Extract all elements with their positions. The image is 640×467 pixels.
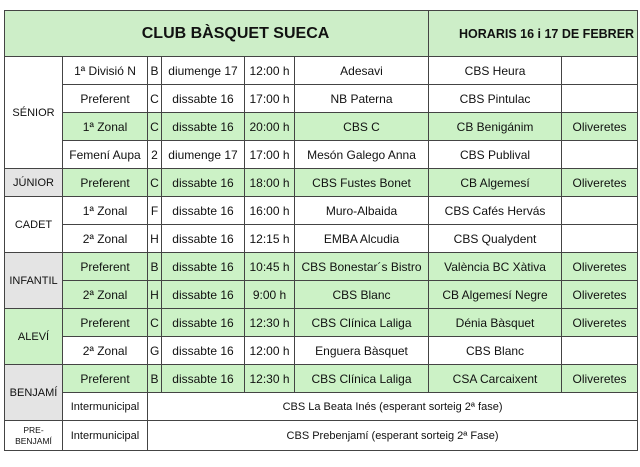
away-team-cell: València BC Xàtiva xyxy=(429,253,562,281)
group-cell: H xyxy=(148,225,162,253)
note-cell: CBS La Beata Inés (esperant sorteig 2ª fase) xyxy=(148,393,638,421)
division-cell: Preferent xyxy=(63,309,148,337)
venue-cell xyxy=(562,337,638,365)
time-cell: 12:30 h xyxy=(245,365,295,393)
group-cell: C xyxy=(148,309,162,337)
table-row xyxy=(5,57,638,85)
home-team-cell: Muro-Albaida xyxy=(295,197,429,225)
table-row xyxy=(5,197,638,225)
day-cell: diumenge 17 xyxy=(162,141,245,169)
time-cell: 20:00 h xyxy=(245,113,295,141)
venue-cell: Oliveretes xyxy=(562,281,638,309)
venue-cell xyxy=(562,85,638,113)
group-cell: C xyxy=(148,85,162,113)
venue-cell: Oliveretes xyxy=(562,253,638,281)
division-cell: Preferent xyxy=(63,169,148,197)
division-cell: Preferent xyxy=(63,253,148,281)
time-cell: 17:00 h xyxy=(245,85,295,113)
day-cell: dissabte 16 xyxy=(162,309,245,337)
group-cell: C xyxy=(148,169,162,197)
club-title: CLUB BÀSQUET SUECA xyxy=(5,11,429,57)
day-cell: dissabte 16 xyxy=(162,365,245,393)
category-alevi: ALEVÍ xyxy=(5,309,63,365)
division-cell: 1ª Divisió N xyxy=(63,57,148,85)
division-cell: Intermunicipal xyxy=(63,393,148,421)
away-team-cell: CBS Heura xyxy=(429,57,562,85)
time-cell: 9:00 h xyxy=(245,281,295,309)
home-team-cell: CBS Fustes Bonet xyxy=(295,169,429,197)
day-cell: dissabte 16 xyxy=(162,225,245,253)
table-row xyxy=(5,85,638,113)
home-team-cell: EMBA Alcudia xyxy=(295,225,429,253)
venue-cell: Oliveretes xyxy=(562,365,638,393)
home-team-cell: CBS C xyxy=(295,113,429,141)
table-row xyxy=(5,141,638,169)
group-cell: G xyxy=(148,337,162,365)
schedule-table xyxy=(4,10,638,451)
time-cell: 12:00 h xyxy=(245,337,295,365)
home-team-cell: CBS Clínica Laliga xyxy=(295,365,429,393)
schedule-sheet xyxy=(4,10,637,462)
venue-cell: Oliveretes xyxy=(562,169,638,197)
venue-cell xyxy=(562,225,638,253)
time-cell: 12:00 h xyxy=(245,57,295,85)
table-row xyxy=(5,281,638,309)
table-row xyxy=(5,393,638,421)
time-cell: 17:00 h xyxy=(245,141,295,169)
away-team-cell: CB Benigánim xyxy=(429,113,562,141)
away-team-cell: CBS Cafés Hervás xyxy=(429,197,562,225)
table-row xyxy=(5,365,638,393)
group-cell: B xyxy=(148,253,162,281)
group-cell: B xyxy=(148,365,162,393)
venue-cell xyxy=(562,57,638,85)
schedule-dates-title: HORARIS 16 i 17 DE FEBRER xyxy=(429,11,638,57)
division-cell: Intermunicipal xyxy=(63,421,148,451)
day-cell: dissabte 16 xyxy=(162,85,245,113)
division-cell: 1ª Zonal xyxy=(63,113,148,141)
day-cell: dissabte 16 xyxy=(162,169,245,197)
title-row xyxy=(5,11,638,57)
away-team-cell: Dénia Bàsquet xyxy=(429,309,562,337)
venue-cell xyxy=(562,197,638,225)
note-cell: CBS Prebenjamí (esperant sorteig 2ª Fase) xyxy=(148,421,638,451)
time-cell: 12:15 h xyxy=(245,225,295,253)
group-cell: B xyxy=(148,57,162,85)
division-cell: 1ª Zonal xyxy=(63,197,148,225)
time-cell: 10:45 h xyxy=(245,253,295,281)
table-row xyxy=(5,169,638,197)
table-row xyxy=(5,225,638,253)
venue-cell: Oliveretes xyxy=(562,309,638,337)
table-row xyxy=(5,309,638,337)
home-team-cell: CBS Blanc xyxy=(295,281,429,309)
home-team-cell: CBS Clínica Laliga xyxy=(295,309,429,337)
away-team-cell: CBS Blanc xyxy=(429,337,562,365)
category-senior: SÉNIOR xyxy=(5,57,63,169)
division-cell: 2ª Zonal xyxy=(63,281,148,309)
away-team-cell: CB Algemesí Negre xyxy=(429,281,562,309)
category-prebenjami xyxy=(5,421,63,451)
group-cell: F xyxy=(148,197,162,225)
venue-cell xyxy=(562,141,638,169)
day-cell: dissabte 16 xyxy=(162,337,245,365)
home-team-cell: Mesón Galego Anna xyxy=(295,141,429,169)
category-junior: JÚNIOR xyxy=(5,169,63,197)
day-cell: dissabte 16 xyxy=(162,197,245,225)
day-cell: dissabte 16 xyxy=(162,253,245,281)
away-team-cell: CBS Qualydent xyxy=(429,225,562,253)
division-cell: Preferent xyxy=(63,365,148,393)
away-team-cell: CB Algemesí xyxy=(429,169,562,197)
category-prebenjami-line2: BENJAMÍ xyxy=(15,435,52,446)
category-prebenjami-line1: PRE- xyxy=(23,424,44,435)
category-benjami: BENJAMÍ xyxy=(5,365,63,421)
home-team-cell: CBS Bonestar´s Bistro xyxy=(295,253,429,281)
group-cell: 2 xyxy=(148,141,162,169)
table-row xyxy=(5,253,638,281)
group-cell: H xyxy=(148,281,162,309)
division-cell: Preferent xyxy=(63,85,148,113)
day-cell: diumenge 17 xyxy=(162,57,245,85)
home-team-cell: Adesavi xyxy=(295,57,429,85)
category-cadet: CADET xyxy=(5,197,63,253)
venue-cell: Oliveretes xyxy=(562,113,638,141)
table-row xyxy=(5,113,638,141)
group-cell: C xyxy=(148,113,162,141)
table-row xyxy=(5,421,638,451)
time-cell: 18:00 h xyxy=(245,169,295,197)
away-team-cell: CSA Carcaixent xyxy=(429,365,562,393)
away-team-cell: CBS Publival xyxy=(429,141,562,169)
time-cell: 12:30 h xyxy=(245,309,295,337)
day-cell: dissabte 16 xyxy=(162,113,245,141)
home-team-cell: Enguera Bàsquet xyxy=(295,337,429,365)
division-cell: Femení Aupa xyxy=(63,141,148,169)
division-cell: 2ª Zonal xyxy=(63,337,148,365)
category-infantil: INFANTIL xyxy=(5,253,63,309)
time-cell: 16:00 h xyxy=(245,197,295,225)
home-team-cell: NB Paterna xyxy=(295,85,429,113)
table-row xyxy=(5,337,638,365)
away-team-cell: CBS Pintulac xyxy=(429,85,562,113)
division-cell: 2ª Zonal xyxy=(63,225,148,253)
day-cell: dissabte 16 xyxy=(162,281,245,309)
